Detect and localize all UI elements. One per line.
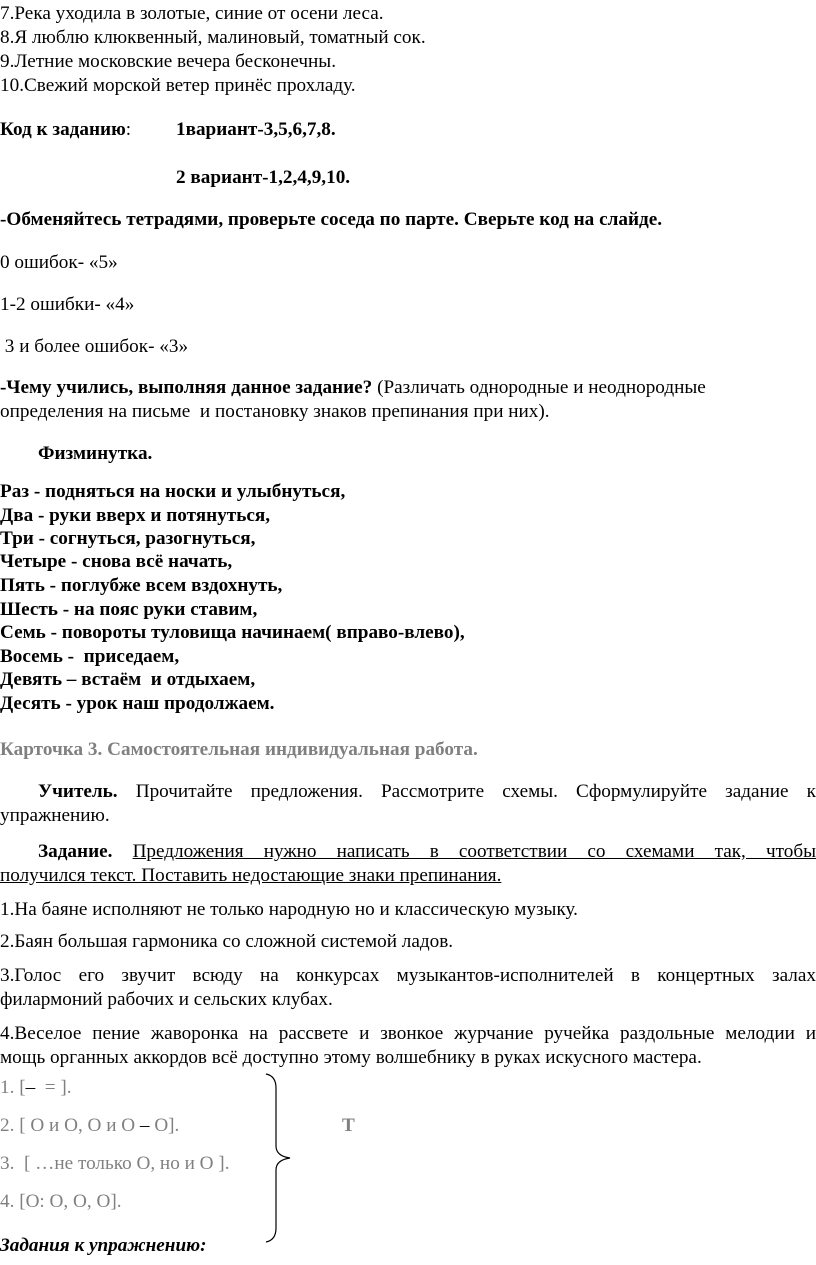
- exercise-tasks-heading: Задания к упражнению:: [0, 1235, 207, 1256]
- grade-0-errors: 0 ошибок- «5»: [0, 252, 118, 273]
- teacher-text: Прочитайте предложения. Рассмотрите схемы. Сформулируйте задание к: [117, 781, 816, 802]
- question-bold: -Чему учились, выполняя данное задание?: [0, 377, 373, 398]
- task-line-1: [0, 840, 816, 864]
- poem-line: Десять - урок наш продолжаем.: [0, 693, 275, 714]
- sentence-2: 2.Баян большая гармоника со сложной системой ладов.: [0, 931, 454, 952]
- question-line-1: [0, 376, 706, 400]
- sentence-3-line-2: филармоний рабочих и сельских клубах.: [0, 989, 333, 1010]
- poem-line: Девять – встаём и отдыхаем,: [0, 669, 256, 690]
- scheme-1: [0, 1076, 72, 1100]
- grade-1-2-errors: 1-2 ошибки- «4»: [0, 294, 135, 315]
- answer-key-label: Код к заданию: [0, 119, 126, 140]
- teacher-line-2: упражнению.: [0, 805, 110, 826]
- poem-line: Шесть - на пояс руки ставим,: [0, 599, 258, 620]
- sentence-4-line-2: мощь органных аккордов всё доступно этому волшебнику в руках искусного мастера.: [0, 1047, 702, 1068]
- scheme-2-open: 2. [ О и О, О и О: [0, 1115, 140, 1136]
- question-line-2: определения на письме и постановку знаков препинания при них).: [0, 401, 550, 422]
- answer-key-colon: :: [125, 119, 132, 140]
- poem-line: Восемь - приседаем,: [0, 646, 180, 667]
- scheme-text-letter: Т: [342, 1115, 355, 1136]
- scheme-3: 3. [ …не только О, но и О ].: [0, 1153, 230, 1174]
- scheme-2: [0, 1114, 179, 1138]
- poem-line: Семь - повороты туловища начинаем( вправо-влево),: [0, 622, 465, 643]
- grade-3-errors: 3 и более ошибок- «3»: [0, 336, 189, 357]
- curly-brace-icon: [262, 1072, 296, 1244]
- question-answer: (Различать однородные и неоднородные: [372, 377, 706, 398]
- scheme-1-close: = ].: [35, 1077, 72, 1098]
- scheme-2-dash: –: [139, 1115, 150, 1136]
- poem-line: Пять - поглубже всем вздохнуть,: [0, 575, 283, 596]
- answer-key-row: [0, 118, 336, 142]
- teacher-line-1: [0, 780, 816, 804]
- list-item-7: 7.Река уходила в золотые, синие от осени леса.: [0, 3, 384, 24]
- list-item-9: 9.Летние московские вечера бесконечны.: [0, 51, 336, 72]
- task-label: Задание.: [38, 841, 113, 862]
- list-item-8: 8.Я люблю клюквенный, малиновый, томатный сок.: [0, 27, 426, 48]
- exchange-instruction: -Обменяйтесь тетрадями, проверьте соседа по парте. Сверьте код на слайде.: [0, 209, 663, 230]
- sentence-4-line-1: 4.Веселое пение жаворонка на рассвете и звонкое журчание ручейка раздольные мелодии и: [0, 1023, 816, 1044]
- sentence-3-line-1: 3.Голос его звучит всюду на конкурсах музыкантов-исполнителей в концертных залах: [0, 965, 816, 986]
- scheme-1-dash: –: [25, 1077, 36, 1098]
- poem-line: Три - согнуться, разогнуться,: [0, 528, 256, 549]
- teacher-label: Учитель.: [38, 781, 118, 802]
- scheme-4: 4. [О: О, О, О].: [0, 1191, 122, 1212]
- poem-line: Четыре - снова всё начать,: [0, 551, 233, 572]
- variant-1-key: 1вариант-3,5,6,7,8.: [176, 119, 336, 140]
- sentence-1: 1.На баяне исполняют не только народную но и классическую музыку.: [0, 899, 578, 920]
- variant-2-key: 2 вариант-1,2,4,9,10.: [176, 167, 351, 188]
- scheme-2-close: О].: [149, 1115, 180, 1136]
- task-text: Предложения нужно написать в соответствии со схемами так, чтобы: [132, 841, 816, 862]
- scheme-1-open: 1. [: [0, 1077, 26, 1098]
- fizminutka-title: Физминутка.: [38, 443, 153, 464]
- list-item-10: 10.Свежий морской ветер принёс прохладу.: [0, 75, 356, 96]
- poem-line: Два - руки вверх и потянуться,: [0, 505, 271, 526]
- poem-line: Раз - подняться на носки и улыбнуться,: [0, 481, 346, 502]
- card-3-heading: Карточка 3. Самостоятельная индивидуальная работа.: [0, 739, 478, 760]
- task-line-2: получился текст. Поставить недостающие знаки препинания.: [0, 865, 502, 886]
